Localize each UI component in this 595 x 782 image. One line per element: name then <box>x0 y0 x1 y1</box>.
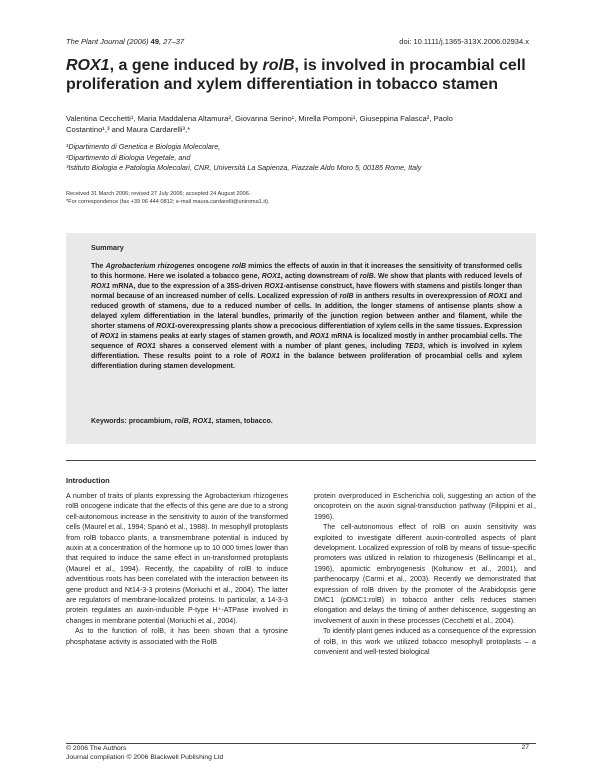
affiliation-1: ¹Dipartimento di Genetica e Biologia Molecolare, <box>66 142 221 151</box>
intro-right-column <box>314 491 536 658</box>
summary-text: The Agrobacterium rhizogenes oncogene rolB mimics the effects of auxin in that it increases the sensitivity of transformed cells to this hormone. Here we isolated a tobacco gene, ROX1, acting downstream of rolB. We show that plants with reduced levels of ROX1 mRNA, due to the expression of a 35S-driven ROX1-antisense construct, have flowers with stamens and pistils longer than normal because of an increased number of cells. Localized expression of rolB in anthers results in overexpression of ROX1 and reduced growth of stamens, due to a reduced number of cells. In addition, the longer stamens of antisense plants show a delayed xylem differentiation in the lateral bundles, primarily of the junction region between anther and filament, while the shorter stamens of ROX1-overexpressing plants show a precocious differentiation of xylem cells in the same tissues. Expression of ROX1 in stamens peaks at early stages of stamen growth, and ROX1 mRNA is localized mostly in anther procambial cells. The sequence of ROX1 shares a conserved element with a number of plant genes, including TED3, which is involved in xylem differentiation. These results point to a role of ROX1 in the balance between proliferation of procambial cells and xylem differentiation during stamen development. <box>91 263 523 370</box>
intro-paragraph-2: As to the function of rolB, it has been shown that a tyrosine phosphatase activity is associated with the RolB <box>66 627 288 646</box>
intro-paragraph-3: The cell-autonomous effect of rolB on auxin sensitivity was exploited to investigate different auxin-controlled aspects of plant development. Localized expression of rolB by means of tissue-specific promoters was utilized in relation to rhizogenesis (Bellincampi et al., 1996), apomictic embryogenesis (Koltunow et al., 2001), and parthenocarpy (Carmi et al., 2003). Recently we demonstrated that expression of rolB driven by the promoter of the Arabidopsis gene DMC1 (pDMC1:rolB) in tobacco anther cells reduces stamen elongation and delays the timing of anther dehiscence, suggesting an involvement of auxin in these processes (Cecchetti et al., 2004). <box>314 523 536 625</box>
article-dates <box>66 190 536 206</box>
received-dates: Received 31 March 2006; revised 27 July 2006; accepted 24 August 2006. <box>66 191 251 197</box>
intro-paragraph-1: A number of traits of plants expressing the Agrobacterium rhizogenes rolB oncogene indicate that the effects of this gene are due to a strong cell-autonomous increase in the sensitivity to auxin of the transformed cells (Maurel et al., 1994; Spanò et al., 1988). In mesophyll protoplasts from rolB tobacco plants, a transmembrane potential is induced by auxin at a concentration of the hormone up to 10 000 times lower than that required to induce the same effect in un-transformed protoplasts (Maurel et al., 1994). Recently, the capability of rolB to induce adventitious roots has been correlated with the interaction between its gene product and Nt14-3-3 proteins (Moriuchi et al., 2004). The latter are regulators of membrane-localized proteins. In particular, a 14-3-3 protein regulates an auxin-inducible P-type H⁺-ATPase involved in changes in membrane potential (Moriuchi et al., 2004). <box>66 492 288 625</box>
page-number: 27 <box>521 744 529 751</box>
affiliation-3: ³Istituto Biologia e Patologia Molecolari, CNR, Università La Sapienza, Piazzale Aldo Moro 5, 00185 Rome, Italy <box>66 163 422 172</box>
introduction-heading: Introduction <box>66 476 110 485</box>
article-title: ROX1, a gene induced by rolB, is involved in procambial cell proliferation and xylem differentiation in tobacco stamen <box>66 57 526 93</box>
correspondence-note: *For correspondence (fax +39 06 444 0812; e-mail maura.cardarelli@uniroma1.it). <box>66 199 270 205</box>
intro-paragraph-4: To identify plant genes induced as a consequence of the expression of rolB, in this work we utilized tobacco mesophyll protoplasts – a convenient and well-tested biological <box>314 627 536 657</box>
keywords: Keywords: procambium, rolB, ROX1, stamen, tobacco. <box>91 418 273 425</box>
summary-heading: Summary <box>91 243 124 252</box>
intro-paragraph-continued: protein overproduced in Escherichia coli, suggesting an action of the oncoprotein on the auxin signal-transduction pathway (Filippini et al., 1996). <box>314 492 536 521</box>
footer-copyright: © 2006 The Authors Journal compilation © 2006 Blackwell Publishing Ltd <box>66 745 224 761</box>
section-divider <box>66 460 536 461</box>
intro-left-column <box>66 491 288 647</box>
author-list: Valentina Cecchetti¹, Maria Maddalena Altamura², Giovanna Serino¹, Mirella Pomponi¹, Giuseppina Falasca², Paolo Costantino¹,³ and Maura Cardarelli³,* <box>66 114 453 134</box>
running-header-doi: doi: 10.1111/j.1365-313X.2006.02934.x <box>399 37 529 46</box>
running-header-journal: The Plant Journal (2006) 49, 27–37 <box>66 37 185 46</box>
affiliation-2: ²Dipartimento di Biologia Vegetale, and <box>66 152 191 162</box>
affiliations <box>66 142 536 174</box>
